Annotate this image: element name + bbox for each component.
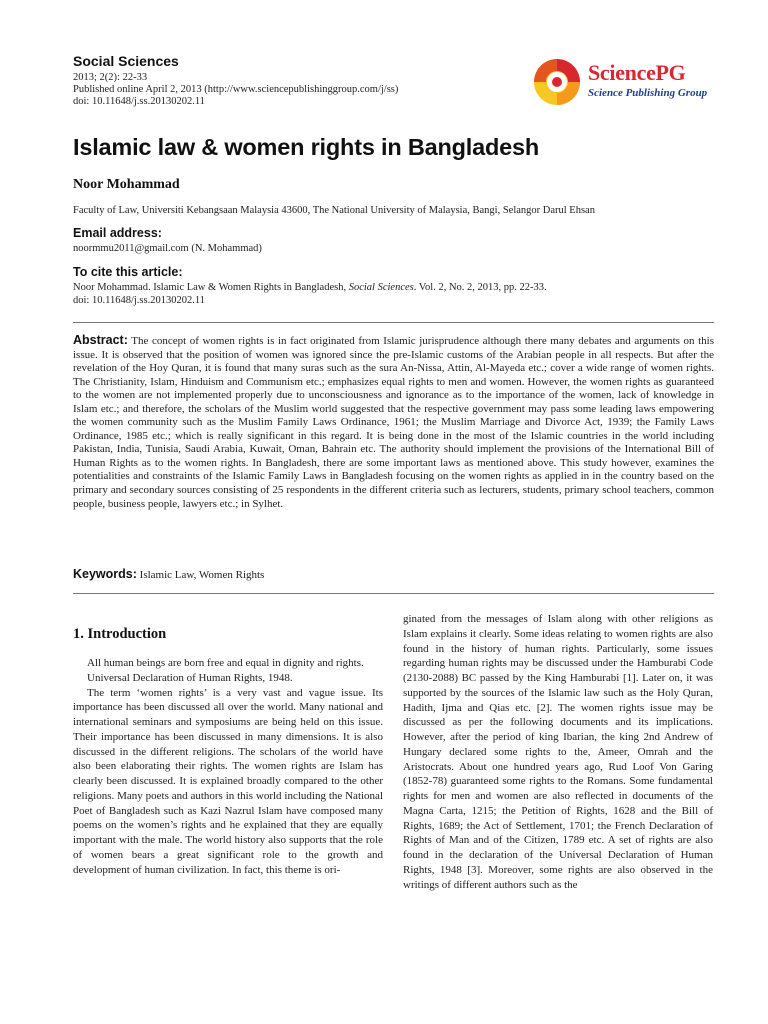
section-heading-introduction: 1. Introduction — [73, 626, 167, 642]
keywords-text: Islamic Law, Women Rights — [139, 569, 265, 581]
citation-doi: doi: 10.11648/j.ss.20130202.11 — [73, 295, 205, 306]
abstract-label: Abstract: — [73, 333, 128, 347]
divider-bottom — [73, 593, 714, 594]
intro-epigraph: All human beings are born free and equal in dignity and rights. — [87, 657, 364, 669]
abstract-text: The concept of women rights is in fact originated from Islamic jurisprudence although there many debates and arguments on this issue. It is observed that the position of women was ignored since the pre-Islamic customs of the Arabian people in all respects. But after the revelation of the Hoy Quran, it is found that many suras such as the sura An-Nissa, Attin, Al-Mayeda etc.; cover a wide range of women rights. The Christianity, Islam, Hinduism and Communism etc.; emphasizes equal rights to men and women. However, the women rights as guaranteed to the women are not implemented properly due to unconsciousness and ignorance as to the importance of the women, lack of knowledge in Islam etc.; and therefore, the scholars of the Muslim world suggested that the respective government may pass some leading laws empowering the women community such as the Muslim Family Laws Ordinance, 1961; the Muslim Marriage and Divorce Act, 1939; the Family Laws Ordinance, 1985 etc.; which is really significant in this regard. It is being done in the most of the Islamic countries in the world including Pakistan, India, Tunisia, Saudi Arabia, Kuwait, Oman, Bahrain etc. The authority should implement the provisions of the International Bill of Human Rights as to the women rights. In Bangladesh, there are some important laws as mentioned above. This study however, examines the potentialities and constraints of the Islamic Family Laws in Bangladesh focusing on the women rights as applied in in the country based on the primary and secondary sources consisting of 25 respondents in the different criteria such as lecturers, students, primary school teachers, common people, business people, lawyers etc.; in Sylhet. — [73, 335, 714, 510]
doi-line: doi: 10.11648/j.ss.20130202.11 — [73, 96, 205, 107]
email-address: noormmu2011@gmail.com (N. Mohammad) — [73, 243, 262, 254]
logo-globe-icon — [532, 57, 582, 107]
journal-name: Social Sciences — [73, 53, 179, 69]
article-title: Islamic law & women rights in Bangladesh — [73, 134, 540, 160]
citation-part2: . Vol. 2, No. 2, 2013, pp. 22-33. — [413, 282, 547, 293]
body-column-right — [403, 612, 713, 892]
intro-paragraph: The term ‘women rights’ is a very vast and vague issue. Its importance has been discussed all over the world. Many national and international seminars and symposiums are being held on this issue. Their importance has been discussed in many dimensions. It is also discussed in the different religions. The scholars of the world have also been elaborating their rights. The women rights are Islam has clearly been discussed. It is explained broadly compared to the other religions. Many poets and authors in this world including the National Poet of Bangladesh such as Kazi Nazrul Islam have composed many poems on the women’s rights and he explained that they are equally important with the male. The world history also supports that the role of women bears a great significant role to the growth and development of human civilization. In fact, this theme is ori- — [73, 686, 383, 876]
publisher-logo — [532, 53, 722, 109]
abstract — [73, 334, 714, 511]
intro-paragraph-continued: ginated from the messages of Islam along with other religions as Islam explains it clearly. Some ideas relating to women rights are also found in the history of human rights. Particularly, some issues regarding human rights may be discussed under the Hamburabi Code (2130-2088) BC passed by the King Hamburabi [1]. Later on, it was supported by the sources of the Islamic law such as the Holy Quran, Hadith, Ijma and Qias etc. [2]. The women rights issue may be discussed as per the following documents and its implications. However, after the period of king Ibarian, the king 2nd Andrew of Hungary declared some rights to the, Ameer, Omrah and the Aristocrats. About one hundred years ago, Rud Loof Von Garing (1852-78) guaranteed some rights to the Romans. Some fundamental rights for men and women are also reflected in documents of the Magna Carta, 1215; the Petition of Rights, 1628 and the Bill of Rights, 1689; the Act of Settlement, 1701; the French Declaration of Rights of Man and of the Citizen, 1789 etc. A set of rights are also found in the declaration of the Universal Declaration of Human Rights, 1948 [3]. Moreover, some rights are also observed in the writings of different authors such as the — [403, 613, 713, 891]
intro-epigraph-source: Universal Declaration of Human Rights, 1948. — [87, 671, 293, 684]
citation — [73, 282, 547, 293]
email-heading: Email address: — [73, 226, 162, 240]
citation-part1: Noor Mohammad. Islamic Law & Women Rights in Bangladesh, — [73, 282, 349, 293]
body-column-left — [73, 656, 383, 877]
logo-subtitle: Science Publishing Group — [588, 87, 708, 99]
logo-wordmark: SciencePG — [588, 60, 686, 85]
divider-top — [73, 322, 714, 323]
author-name: Noor Mohammad — [73, 177, 180, 192]
published-line: Published online April 2, 2013 (http://www.sciencepublishinggroup.com/j/ss) — [73, 84, 399, 95]
author-affiliation: Faculty of Law, Universiti Kebangsaan Malaysia 43600, The National University of Malaysia, Bangi, Selangor Darul Ehsan — [73, 205, 595, 216]
journal-issue: 2013; 2(2): 22-33 — [73, 72, 148, 83]
cite-heading: To cite this article: — [73, 265, 183, 279]
keywords — [73, 567, 264, 581]
keywords-label: Keywords: — [73, 567, 137, 581]
citation-journal: Social Sciences — [348, 282, 414, 293]
